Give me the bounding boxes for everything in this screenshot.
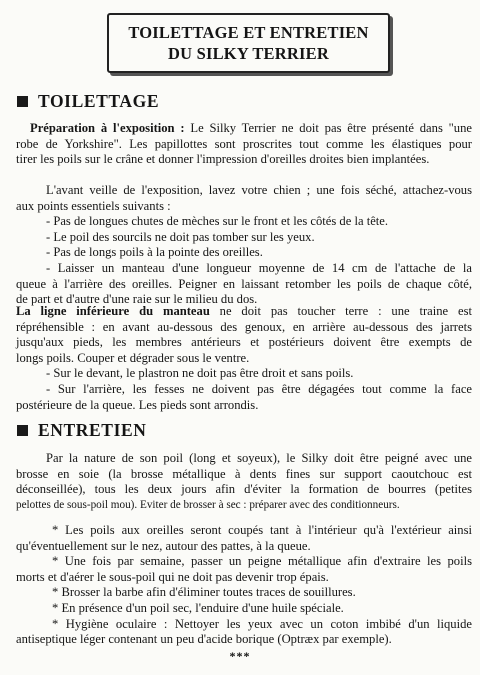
list-item: - Sur le devant, le plastron ne doit pas être droit et sans poils. [46,366,354,381]
text-line: jusqu'aux pieds, les membres antérieurs et postérieurs doivent être exempts de [16,335,472,350]
text-line: postérieure de la queue. Les pieds sont arrondis. [16,397,259,412]
text-line: longs poils. Couper et dégrader sous le ventre. [16,350,250,365]
list-item: - Pas de longs poils à la pointe des oreilles. [46,245,263,260]
text-span: Le Silky Terrier ne doit pas être présenté dans "une [184,121,472,135]
text-line: antiseptique léger contenant un peu d'acide borique (Optræx par exemple). [16,632,392,647]
text-line: qu'éventuellement sur le nez, autour des pattes, à la queue. [16,538,311,553]
section-heading-entretien [17,420,147,441]
title-line-1: TOILETTAGE ET ENTRETIEN [128,23,369,42]
heading-text: TOILETTAGE [38,91,160,111]
text-line [16,304,472,320]
list-item: * En présence d'un poil sec, l'enduire d'une huile spéciale. [52,600,344,615]
text-line: Par la nature de son poil (long et soyeux), le Silky doit être peigné avec une [46,451,472,465]
paragraph-entretien [16,451,472,513]
text-line: queue à l'arrière des oreilles. Peigner en laissant retomber les poils de chaque côté, [16,276,472,291]
title-box [107,13,390,73]
text-line: pelottes de sous-poil mou). Eviter de brosser à sec : préparer avec des conditionneurs. [16,498,400,511]
text-line: aux points essentiels suivants : [16,198,171,213]
text-line: déconseillée), tous les deux jours afin d'éviter la formation de bourres (petites [16,482,472,497]
list-item: - Laisser un manteau d'une longueur moyenne de 14 cm de l'attache de la [46,260,472,275]
text-line: robe de Yorkshire". Les papillottes sont proscrites tout comme les élastiques pour [16,136,472,151]
list-item: - Pas de longues chutes de mèches sur le front et les côtés de la tête. [46,214,389,229]
list-item: * Hygiène oculaire : Nettoyer les yeux avec un coton imbibé d'un liquide [52,616,472,631]
paragraph-veille [16,183,472,308]
heading-text: ENTRETIEN [38,420,147,440]
text-line: morts et d'aérer le sous-poil qui ne doit pas devenir trop épais. [16,569,329,584]
text-line: tirer les poils sur le crâne et donner l'impression d'oreilles droites bien implantées. [16,152,430,167]
text-line: répréhensible : en avant au-dessous des genoux, en arrière au-dessous des jarrets [16,319,472,334]
square-bullet-icon [17,96,28,107]
paragraph-preparation [16,121,472,168]
list-entretien [16,523,472,648]
text-span: ne doit pas toucher terre : une traine est [209,304,472,318]
paragraph-manteau [16,304,472,413]
section-heading-toilettage [17,91,159,112]
bold-label: Préparation à l'exposition : [30,121,185,135]
square-bullet-icon [17,425,28,436]
text-line: de part et d'autre d'une raie sur le milieu du dos. [16,292,258,307]
text-line: L'avant veille de l'exposition, lavez votre chien ; une fois séché, attachez-vous [46,183,472,197]
list-item: * Les poils aux oreilles seront coupés tant à l'intérieur qu'à l'extérieur ainsi [52,523,472,537]
list-item: * Une fois par semaine, passer un peigne métallique afin d'extraire les poils [52,554,472,569]
title-line-2: DU SILKY TERRIER [168,44,329,63]
list-item: - Sur l'arrière, les fesses ne doivent pas être dégagées tout comme la face [46,381,472,396]
list-item: * Brosser la barbe afin d'éliminer toutes traces de souillures. [52,585,356,600]
text-line [16,121,472,137]
bold-label: La ligne inférieure du manteau [16,304,210,318]
text-line: brosse en soie (la brosse métallique à dents fines sur support caoutchouc est [16,466,472,481]
list-item: - Le poil des sourcils ne doit pas tomber sur les yeux. [46,229,315,244]
end-mark: *** [229,649,251,663]
